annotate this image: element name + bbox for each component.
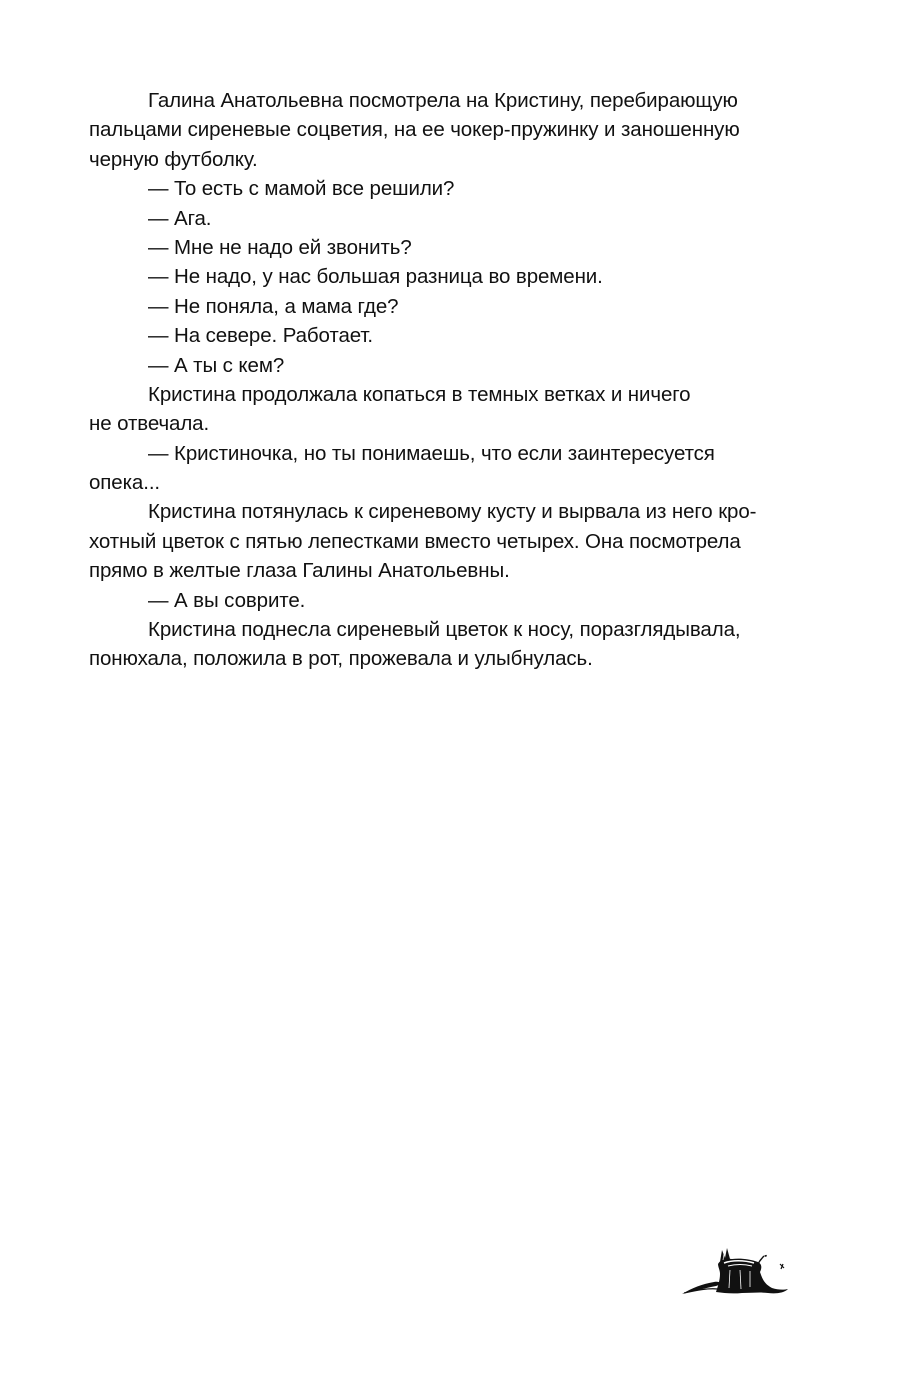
- text-line: — А вы соврите.: [148, 588, 306, 612]
- text-line: — Не надо, у нас большая разница во времени.: [148, 265, 603, 289]
- text-line: не отвечала.: [89, 412, 210, 436]
- text-line: Галина Анатольевна посмотрела на Кристину, перебирающую: [148, 89, 738, 112]
- page-text: [89, 86, 819, 674]
- text-line: — А ты с кем?: [148, 353, 285, 377]
- text-line: — Ага.: [148, 206, 212, 230]
- text-line: прямо в желтые глаза Галины Анатольевны.: [89, 559, 510, 583]
- text-line: черную футболку.: [89, 147, 258, 171]
- text-line: Кристина поднесла сиреневый цветок к носу, поразглядывала,: [148, 618, 741, 642]
- text-line: — Мне не надо ей звонить?: [148, 235, 412, 259]
- text-line: хотный цветок с пятью лепестками вместо четырех. Она посмотрела: [89, 529, 741, 553]
- text-line: — То есть с мамой все решили?: [148, 177, 455, 201]
- text-line: Кристина потянулась к сиреневому кусту и вырвала из него кро-: [148, 500, 757, 524]
- text-line: пальцами сиреневые соцветия, на ее чокер-пружинку и заношенную: [89, 118, 740, 142]
- text-line: опека...: [89, 471, 161, 495]
- tree-stump-icon: [680, 1244, 792, 1298]
- text-line: — Кристиночка, но ты понимаешь, что если заинтересуется: [148, 441, 715, 465]
- text-line: Кристина продолжала копаться в темных ветках и ничего: [148, 382, 691, 406]
- text-line: — На севере. Работает.: [148, 324, 373, 348]
- text-line: — Не поняла, а мама где?: [148, 294, 399, 318]
- text-line: понюхала, положила в рот, прожевала и улыбнулась.: [89, 647, 593, 671]
